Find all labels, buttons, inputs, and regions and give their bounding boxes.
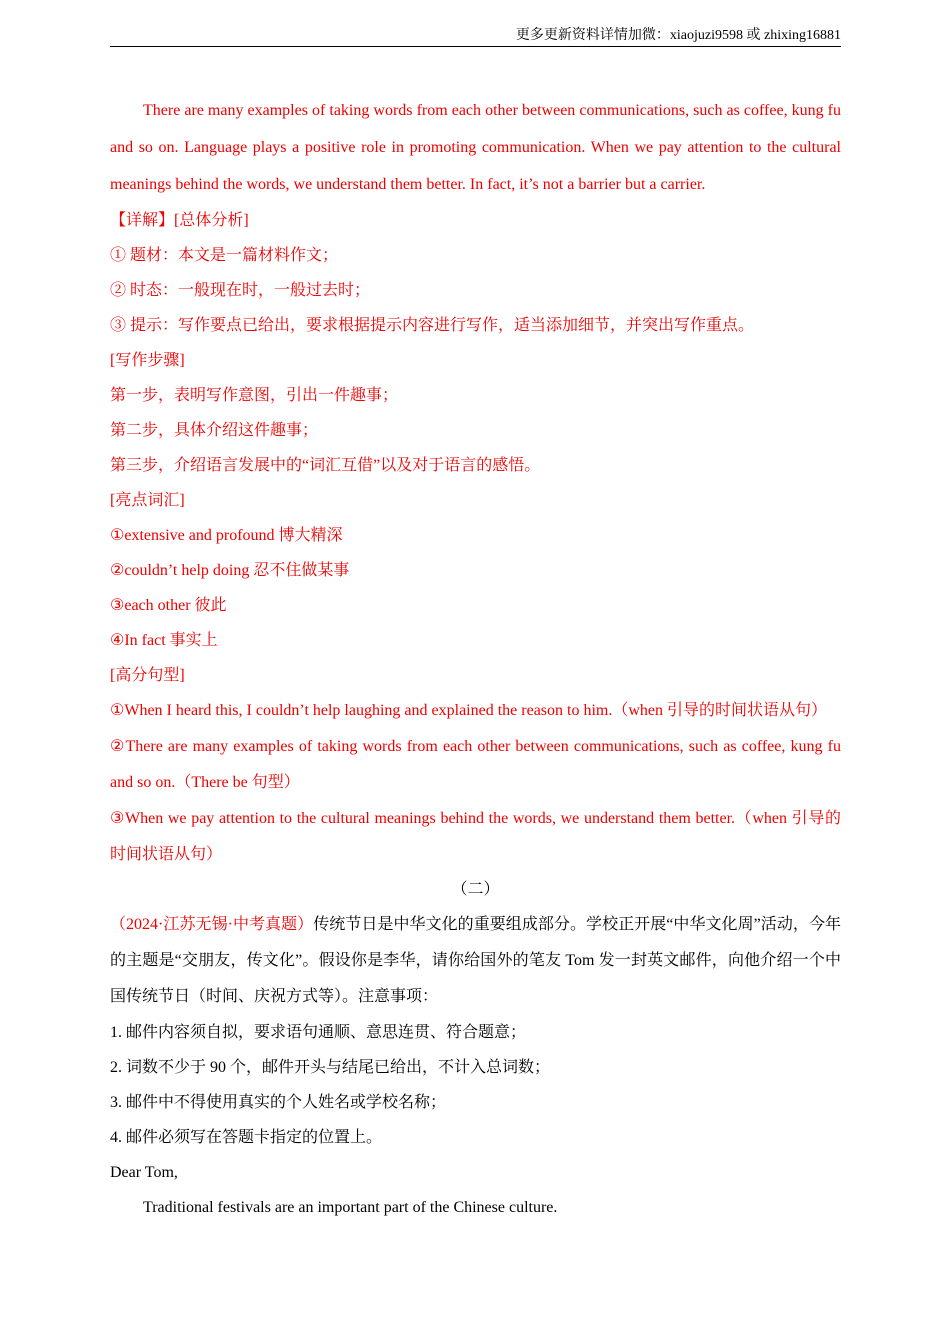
- task-note: 2. 词数不少于 90 个，邮件开头与结尾已给出，不计入总词数；: [110, 1059, 551, 1076]
- vocab-item: ①extensive and profound 博大精深: [110, 527, 343, 544]
- step-item: 第一步，表明写作意图，引出一件趣事；: [110, 387, 399, 404]
- page-header: [110, 26, 841, 47]
- sentences-heading: [高分句型]: [110, 667, 185, 684]
- email-opening: Traditional festivals are an important part of the Chinese culture.: [143, 1199, 558, 1216]
- vocab-item: ②couldn’t help doing 忍不住做某事: [110, 562, 350, 579]
- vocab-item: ④In fact 事实上: [110, 632, 218, 649]
- analysis-item: ② 时态：一般现在时，一般过去时；: [110, 282, 371, 299]
- sample-essay: There are many examples of taking words from each other between communications, such as coffee, kung fu and so on. Language plays a positive role in promoting communication. When we pay attention to the cultural meanings behind the words, we understand them better. In fact, it’s not a barrier but a carrier.: [110, 102, 841, 193]
- analysis-heading: 【详解】[总体分析]: [110, 212, 249, 229]
- sentence-item: ②There are many examples of taking words from each other between communications, such as coffee, kung fu and so on.（There be 句型）: [110, 738, 841, 791]
- task-note: 4. 邮件必须写在答题卡指定的位置上。: [110, 1129, 383, 1146]
- task-prompt-text: 传统节日是中华文化的重要组成部分。学校正开展“中华文化周”活动，今年的主题是“交朋友，传文化”。假设你是李华，请你给国外的笔友 Tom 发一封英文邮件，向他介绍一个中国传统节日（时间、庆祝方式等）。注意事项：: [110, 916, 841, 1005]
- task-note: 3. 邮件中不得使用真实的个人姓名或学校名称；: [110, 1094, 447, 1111]
- steps-heading: [写作步骤]: [110, 352, 185, 369]
- step-item: 第三步，介绍语言发展中的“词汇互借”以及对于语言的感悟。: [110, 457, 541, 474]
- analysis-item: ① 题材：本文是一篇材料作文；: [110, 247, 339, 264]
- vocab-heading: [亮点词汇]: [110, 492, 185, 509]
- step-item: 第二步，具体介绍这件趣事；: [110, 422, 319, 439]
- header-text: 更多更新资料详情加微：xiaojuzi9598 或 zhixing16881: [515, 28, 841, 43]
- email-greeting: Dear Tom,: [110, 1164, 178, 1181]
- analysis-item: ③ 提示：写作要点已给出，要求根据提示内容进行写作，适当添加细节，并突出写作重点。: [110, 317, 755, 334]
- document-body: [110, 92, 841, 1225]
- section-title: （二）: [451, 881, 500, 898]
- vocab-item: ③each other 彼此: [110, 597, 227, 614]
- sentence-item: ③When we pay attention to the cultural meanings behind the words, we understand them better.（when 引导的时间状语从句）: [110, 810, 841, 863]
- task-source: （2024·江苏无锡·中考真题）: [110, 916, 314, 933]
- task-prompt: [110, 907, 841, 1015]
- sentence-item: ①When I heard this, I couldn’t help laughing and explained the reason to him.（when 引导的时间状语从句）: [110, 702, 828, 719]
- task-note: 1. 邮件内容须自拟，要求语句通顺、意思连贯、符合题意；: [110, 1024, 527, 1041]
